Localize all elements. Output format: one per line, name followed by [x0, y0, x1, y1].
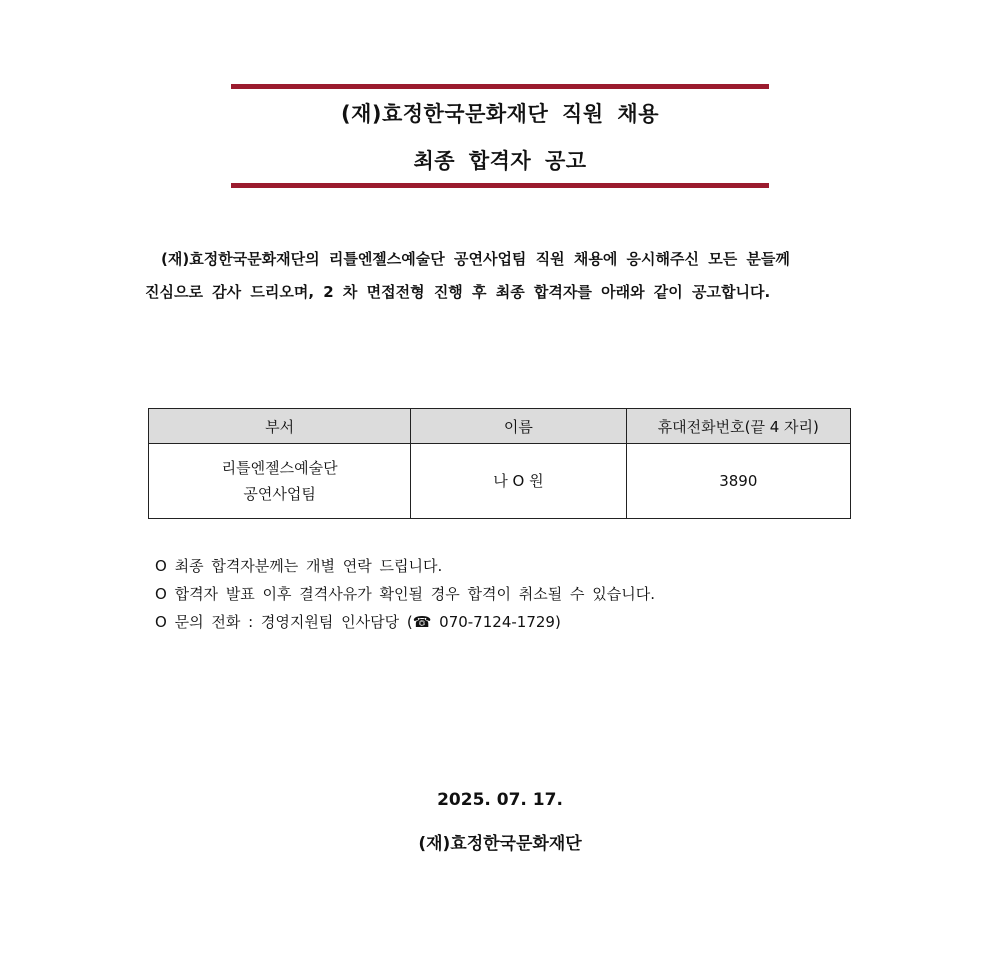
header-department: 부서 [149, 409, 411, 444]
title-bottom-rule [231, 183, 769, 188]
cell-name: 나 O 원 [411, 444, 626, 519]
notes-list [155, 552, 655, 636]
table-row [149, 444, 851, 519]
header-phone: 휴대전화번호(끝 4 자리) [626, 409, 850, 444]
result-table [148, 408, 851, 519]
cell-department [149, 444, 411, 519]
intro-line-1: (재)효정한국문화재단의 리틀엔젤스예술단 공연사업팀 직원 채용에 응시해주신 모든 분들께 [161, 250, 790, 268]
page-subtitle: 최종 합격자 공고 [413, 149, 587, 173]
department-line-1: 리틀엔젤스예술단 [221, 459, 338, 477]
intro-line-2: 진심으로 감사 드리오며, 2 차 면접전형 진행 후 최종 합격자를 아래와 같이 공고합니다. [145, 283, 771, 301]
page-title: (재)효정한국문화재단 직원 채용 [340, 102, 660, 126]
intro-paragraph [145, 243, 870, 309]
cell-phone: 3890 [626, 444, 850, 519]
department-line-2: 공연사업팀 [243, 485, 316, 503]
organization-name: (재)효정한국문화재단 [418, 834, 582, 854]
table-header-row [149, 409, 851, 444]
note-disqualification: O 합격자 발표 이후 결격사유가 확인될 경우 합격이 취소될 수 있습니다. [155, 585, 655, 603]
note-contact-individually: O 최종 합격자분께는 개별 연락 드립니다. [155, 557, 443, 575]
announcement-date: 2025. 07. 17. [437, 790, 563, 810]
title-top-rule [231, 84, 769, 89]
header-name: 이름 [411, 409, 626, 444]
note-inquiry-phone: O 문의 전화 : 경영지원팀 인사담당 (☎ 070-7124-1729) [155, 613, 561, 631]
